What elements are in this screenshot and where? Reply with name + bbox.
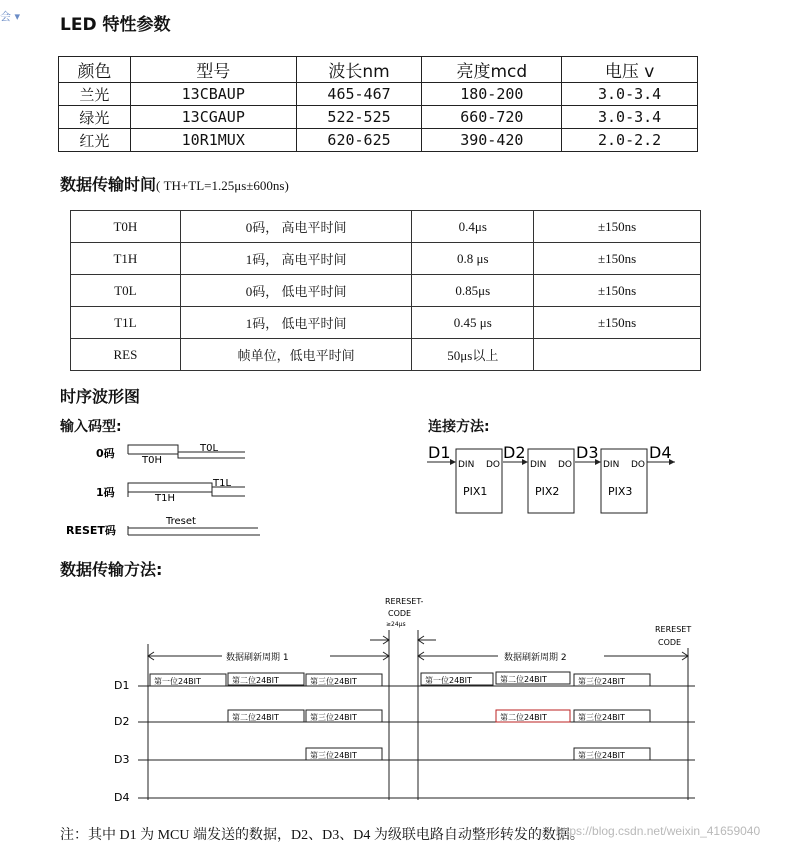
header-cell: 亮度mcd: [422, 57, 562, 83]
reset-mid-line2: CODE: [388, 609, 412, 618]
bit-label: 第三位24BIT: [310, 751, 357, 760]
pix2-label: PIX2: [535, 485, 560, 498]
reset-mid-line3: ≥24μs: [386, 621, 406, 628]
transfer-diagram: [100, 592, 710, 816]
pix2-din: DIN: [530, 460, 547, 470]
table-cell: ±150ns: [534, 307, 701, 339]
corner-menu[interactable]: 会 ▾: [0, 10, 21, 23]
table-row: [71, 339, 701, 371]
transfer-title: 数据传输方法:: [60, 560, 163, 579]
table-cell: ±150ns: [534, 275, 701, 307]
table-cell: 0.85μs: [412, 275, 534, 307]
table-cell: 2.0-2.2: [562, 129, 698, 152]
connection-title: 连接方法:: [428, 419, 490, 435]
table-cell: ±150ns: [534, 243, 701, 275]
arrow-icon: [450, 459, 456, 465]
treset-label: Treset: [166, 516, 196, 527]
led-spec-table: [58, 56, 698, 152]
table-cell: 帧单位，低电平时间: [180, 339, 412, 371]
d3-label: D3: [114, 753, 130, 766]
pix1-label: PIX1: [463, 485, 488, 498]
table-cell: 465-467: [296, 83, 422, 106]
table-cell: 0码， 低电平时间: [180, 275, 412, 307]
table-cell: 180-200: [422, 83, 562, 106]
table-cell: T1L: [71, 307, 181, 339]
table-cell: 13CGAUP: [130, 106, 296, 129]
table-cell: T0L: [71, 275, 181, 307]
code1-label: 1码: [96, 486, 115, 499]
table-cell: 0.4μs: [412, 211, 534, 243]
reset-end-line1: RERESET: [655, 625, 692, 634]
bit-label: 第二位24BIT: [500, 675, 547, 684]
table-cell: 10R1MUX: [130, 129, 296, 152]
footnote: 注：其中 D1 为 MCU 端发送的数据，D2、D3、D4 为级联电路自动整形转发的数据。: [60, 828, 584, 843]
bit-label: 第二位24BIT: [500, 713, 547, 722]
table-header-row: [59, 57, 698, 83]
reset-end-line2: CODE: [658, 638, 682, 647]
d2-label: D2: [114, 715, 130, 728]
table-row: [59, 83, 698, 106]
connection-diagram: [425, 440, 715, 520]
reset-mid-line1: RERESET-: [385, 597, 424, 606]
page-title: LED 特性参数: [60, 15, 171, 35]
header-cell: 颜色: [59, 57, 131, 83]
table-cell: 390-420: [422, 129, 562, 152]
watermark: https://blog.csdn.net/weixin_41659040: [556, 824, 761, 838]
pix1-din: DIN: [458, 460, 475, 470]
d3-label: D3: [576, 443, 599, 462]
t0l-label: T0L: [200, 443, 219, 454]
waveform-title: 时序波形图: [60, 387, 141, 406]
table-cell: 13CBAUP: [130, 83, 296, 106]
table-cell: 620-625: [296, 129, 422, 152]
table-cell: 660-720: [422, 106, 562, 129]
table-cell: 3.0-3.4: [562, 83, 698, 106]
period2-label: 数据刷新周期 2: [504, 653, 567, 663]
table-cell: ±150ns: [534, 211, 701, 243]
bit-label: 第三位24BIT: [578, 751, 625, 760]
table-row: [71, 275, 701, 307]
pix1-box: [456, 449, 502, 513]
timing-title: 数据传输时间: [60, 175, 157, 194]
header-cell: 型号: [130, 57, 296, 83]
bit-label: 第二位24BIT: [232, 713, 279, 722]
table-cell: 1码， 低电平时间: [180, 307, 412, 339]
header-cell: 波长nm: [296, 57, 422, 83]
table-cell: 兰光: [59, 83, 131, 106]
bit-label: 第三位24BIT: [578, 677, 625, 686]
table-cell: 522-525: [296, 106, 422, 129]
table-cell: 红光: [59, 129, 131, 152]
code0-label: 0码: [96, 447, 115, 460]
table-cell: 0.45 μs: [412, 307, 534, 339]
table-cell: 绿光: [59, 106, 131, 129]
input-code-diagram: [60, 440, 270, 540]
table-row: [71, 243, 701, 275]
table-cell: 50μs以上: [412, 339, 534, 371]
t1h-label: T1H: [155, 493, 175, 504]
pix3-label: PIX3: [608, 485, 633, 498]
table-row: [59, 129, 698, 152]
pix3-do: DO: [631, 460, 646, 470]
d2-label: D2: [503, 443, 526, 462]
d4-label: D4: [114, 791, 130, 804]
pix1-do: DO: [486, 460, 501, 470]
pix3-box: [601, 449, 647, 513]
table-cell: T0H: [71, 211, 181, 243]
input-code-title: 输入码型:: [60, 419, 122, 435]
bit-label: 第三位24BIT: [578, 713, 625, 722]
bit-label: 第一位24BIT: [154, 677, 201, 686]
pix3-din: DIN: [603, 460, 620, 470]
pix2-do: DO: [558, 460, 573, 470]
bit-label: 第三位24BIT: [310, 713, 357, 722]
table-cell: T1H: [71, 243, 181, 275]
d4-label: D4: [649, 443, 672, 462]
period1-label: 数据刷新周期 1: [226, 653, 289, 663]
header-cell: 电压 v: [562, 57, 698, 83]
table-row: [71, 211, 701, 243]
table-cell: 0码， 高电平时间: [180, 211, 412, 243]
timing-table: [70, 210, 701, 371]
d1-label: D1: [114, 679, 130, 692]
d1-label: D1: [428, 443, 451, 462]
timing-subtitle: ( TH+TL=1.25μs±600ns): [156, 178, 289, 193]
table-cell: RES: [71, 339, 181, 371]
timing-heading: [60, 172, 289, 195]
t0h-label: T0H: [142, 455, 162, 466]
bit-label: 第三位24BIT: [310, 677, 357, 686]
table-row: [59, 106, 698, 129]
table-cell: 3.0-3.4: [562, 106, 698, 129]
pix2-box: [528, 449, 574, 513]
table-cell: 1码， 高电平时间: [180, 243, 412, 275]
bit-label: 第二位24BIT: [232, 676, 279, 685]
table-cell: 0.8 μs: [412, 243, 534, 275]
reset-label: RESET码: [66, 524, 116, 537]
bit-label: 第一位24BIT: [425, 676, 472, 685]
table-row: [71, 307, 701, 339]
table-cell: [534, 339, 701, 371]
t1l-label: T1L: [213, 478, 232, 489]
